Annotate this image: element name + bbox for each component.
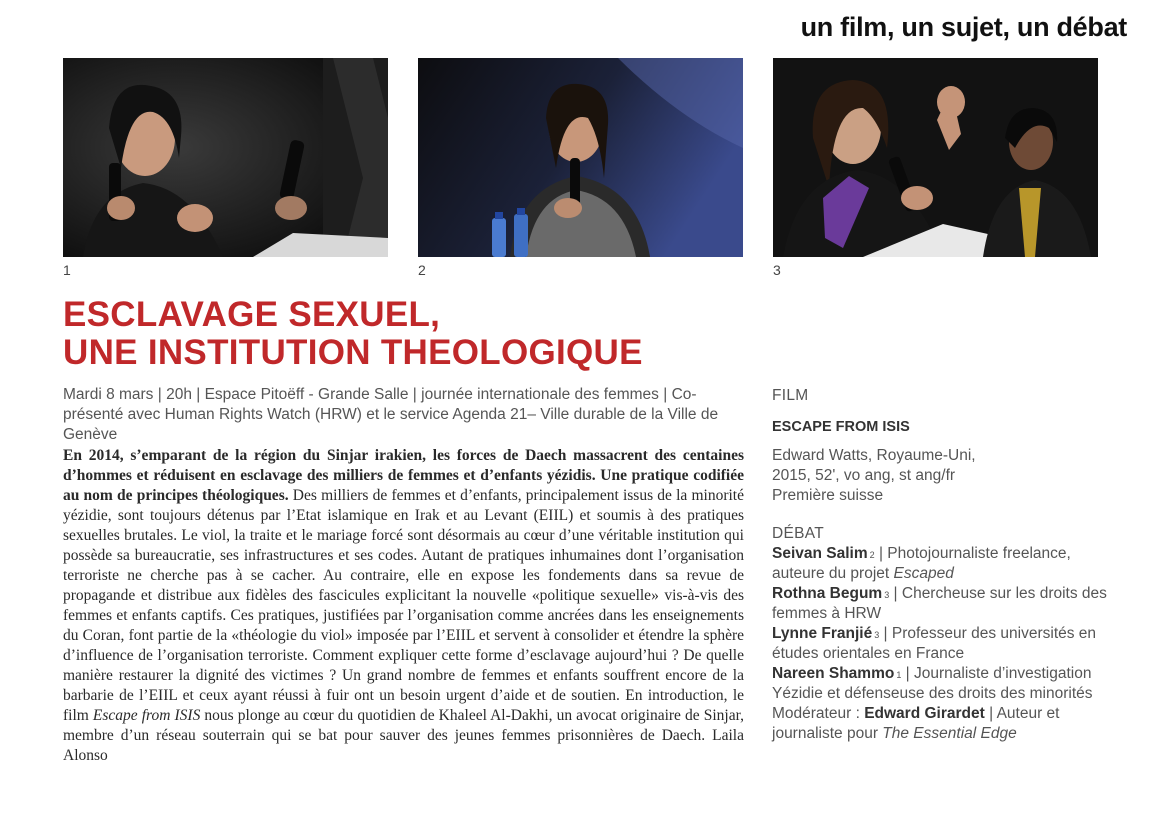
panelist (772, 664, 1112, 704)
article-film-title: Escape from ISIS (92, 707, 201, 724)
panelist-name: Seivan Salim (772, 545, 868, 562)
photo-3-number: 3 (773, 262, 781, 278)
moderator-desc: | Auteur et journaliste pour (772, 705, 1060, 742)
panelist-desc: | Professeur des universités en études orientales en France (772, 625, 1097, 662)
panelist-name: Rothna Begum (772, 585, 883, 602)
photo-2-image (418, 58, 743, 257)
photo-1 (63, 58, 388, 257)
article-body (63, 446, 744, 766)
photo-2 (418, 58, 743, 257)
article-title-line-1: ESCLAVAGE SEXUEL, (63, 295, 441, 334)
panelist-desc: | Photojournaliste freelance, auteure du projet (772, 545, 1071, 582)
article-lead: En 2014, s’emparant de la région du Sinjar irakien, les forces de Daech massacrent des centaines d’hommes et réduisent en esclavage des milliers de femmes et d’enfants yézidis. Une pratique codifiée au nom de principes théologiques. (63, 447, 744, 504)
film-title: ESCAPE FROM ISIS (772, 419, 910, 435)
photo-3-image (773, 58, 1098, 257)
panelist-photo-ref: 3 (884, 590, 890, 600)
panelist-photo-ref: 3 (874, 630, 880, 640)
panelist-desc: | Journaliste d’investigation Yézidie et défenseuse des droits des minorités (772, 665, 1093, 702)
debate-label: DÉBAT (772, 525, 825, 542)
panelist-project: Escaped (893, 565, 954, 582)
film-premiere: Première suisse (772, 487, 884, 504)
event-info: Mardi 8 mars | 20h | Espace Pitoëff - Grande Salle | journée internationale des femmes | Co-présenté avec Human Rights Watch (HRW) et le service Agenda 21– Ville durable de la Ville de Genève (63, 386, 719, 443)
panelist (772, 584, 1112, 624)
panelist-photo-ref: 1 (896, 670, 902, 680)
film-section (772, 386, 1112, 506)
article-body-part-1: Des milliers de femmes et d’enfants, principalement issus de la minorité yézidie, sont toujours détenus par l’Etat islamique en Irak et au Levant (EIIL) et soumis à des pratiques sexuelles brutales. Le viol, la traite et le mariage forcé sont désormais au cœur d’une véritable institution qui possède sa bureaucratie, ses infrastructures et ses codes. Autant de pratiques inhumaines dont l’organisation terroriste ne cherche pas à se cacher. Au contraire, elle en expose les fondements dans sa revue de propagande et distribue aux fidèles des fascicules explicitant la nouvelle «politique sexuelle» vis-à-vis des femmes et enfants captifs. Ces pratiques, justifiées par l’organisation comme ancrées dans les enseignements du Coran, font partie de la «théologie du viol» imposée par l’EIIL et servent à consolider et étendre la sphère d’influence de l’organisation terroriste. Comment expliquer cette forme d’esclavage aujourd’hui ? De quelle manière restaurer la dignité des victimes ? Un grand nombre de femmes et enfants souffrent encore de la barbarie de l’EIIL et ceux ayant réussi à fuir ont un besoin urgent d’aide et de soutien. En introduction, le film (63, 487, 744, 724)
moderator-publication: The Essential Edge (882, 725, 1017, 742)
moderator (772, 704, 1112, 744)
photo-1-number: 1 (63, 262, 71, 278)
film-details: 2015, 52', vo ang, st ang/fr (772, 467, 956, 484)
article-body-part-2: nous plonge au cœur du quotidien de Khaleel Al-Dakhi, un avocat originaire de Sinjar, membre d’un réseau souterrain qui se bat pour sauver des jeunes femmes prisonnières de Daech. Laila Alonso (63, 707, 744, 764)
panelist-name: Nareen Shammo (772, 665, 895, 682)
panelist (772, 624, 1112, 664)
photo-2-number: 2 (418, 262, 426, 278)
article-title (63, 296, 643, 372)
section-tagline: un film, un sujet, un débat (800, 12, 1127, 42)
panelist-photo-ref: 2 (869, 550, 875, 560)
film-director-country: Edward Watts, Royaume-Uni, (772, 447, 976, 464)
moderator-label: Modérateur : (772, 705, 865, 722)
panelist-desc: | Chercheuse sur les droits des femmes à HRW (772, 585, 1107, 622)
photo-3 (773, 58, 1098, 257)
moderator-name: Edward Girardet (864, 705, 985, 722)
panelist (772, 544, 1112, 584)
photo-1-image (63, 58, 388, 257)
article-title-line-2: UNE INSTITUTION THEOLOGIQUE (63, 333, 643, 372)
debate-section (772, 524, 1112, 744)
panelist-name: Lynne Franjié (772, 625, 873, 642)
film-label: FILM (772, 387, 809, 404)
